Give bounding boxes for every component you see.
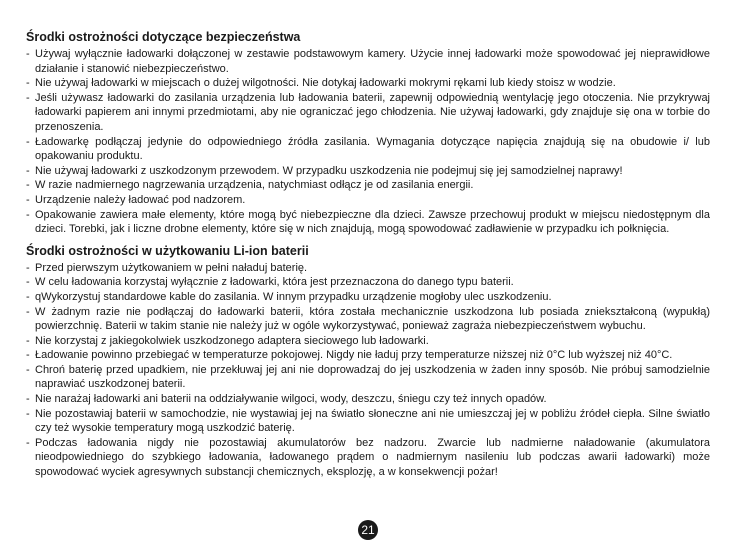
battery-list [26,261,710,480]
list-item: - Przed pierwszym użytkowaniem w pełni naładuj baterię. [26,261,710,276]
list-item: - Chroń baterię przed upadkiem, nie przekłuwaj jej ani nie doprowadzaj do jej uszkodzenia w żaden inny sposób. Nie próbuj samodzielnie naprawiać uszkodzonej baterii. [26,363,710,392]
document-page [26,29,710,480]
list-item: - Ładowarkę podłączaj jedynie do odpowiedniego źródła zasilania. Wymagania dotyczące napięcia znajdują się na obudowie i/ lub opakowaniu produktu. [26,135,710,164]
list-item: - Jeśli używasz ładowarki do zasilania urządzenia lub ładowania baterii, zapewnij odpowiednią wentylację jego otoczenia. Nie przykrywaj ładowarki papierem ani innymi przedmiotami, aby nie ograniczać jego chłodzenia. Nie używaj ładowarki, gdy znajduje się ona w torbie do przenoszenia. [26,91,710,135]
list-item: - Nie korzystaj z jakiegokolwiek uszkodzonego adaptera sieciowego lub ładowarki. [26,334,710,349]
list-item: - Nie pozostawiaj baterii w samochodzie, nie wystawiaj jej na światło słoneczne ani nie umieszczaj jej w pobliżu źródeł ciepła. Silne światło czy też wysokie temperatury mogą uszkodzić baterię. [26,407,710,436]
list-item: - Podczas ładowania nigdy nie pozostawiaj akumulatorów bez nadzoru. Zwarcie lub nadmierne naładowanie (akumulatora nieodpowiedniego do szybkiego ładowania, ładowanego prądem o nadmiernym nasileniu lub podczas awarii ładowarki) może spowodować wyciek agresywnych substancji chemicznych, eksplozję, a w konsekwencji pożar! [26,436,710,480]
list-item: - qWykorzystuj standardowe kable do zasilania. W innym przypadku urządzenie mogłoby ulec uszkodzeniu. [26,290,710,305]
list-item: - Urządzenie należy ładować pod nadzorem. [26,193,710,208]
list-item: - Nie narażaj ładowarki ani baterii na oddziaływanie wilgoci, wody, deszczu, śniegu czy też innych opadów. [26,392,710,407]
list-item: - W razie nadmiernego nagrzewania urządzenia, natychmiast odłącz je od zasilania energii. [26,178,710,193]
list-item: - W celu ładowania korzystaj wyłącznie z ładowarki, która jest przeznaczona do danego typu baterii. [26,275,710,290]
list-item: - Nie używaj ładowarki z uszkodzonym przewodem. W przypadku uszkodzenia nie podejmuj się jej samodzielnej naprawy! [26,164,710,179]
page-number-badge: 21 [358,520,378,540]
list-item: - Opakowanie zawiera małe elementy, które mogą być niebezpieczne dla dzieci. Zawsze przechowuj produkt w miejscu niedostępnym dla dzieci. Torebki, jak i liczne drobne elementy, które się w nich znajdują, mogą spowodować zadławienie w przypadku ich połknięcia. [26,208,710,237]
list-item: - Nie używaj ładowarki w miejscach o dużej wilgotności. Nie dotykaj ładowarki mokrymi rękami lub kiedy stoisz w wodzie. [26,76,710,91]
safety-list [26,47,710,237]
battery-section-title: Środki ostrożności w użytkowaniu Li-ion baterii [26,243,309,258]
list-item: - Ładowanie powinno przebiegać w temperaturze pokojowej. Nigdy nie ładuj przy temperaturze niższej niż 0°C lub wyższej niż 40°C. [26,348,710,363]
safety-section-title: Środki ostrożności dotyczące bezpieczeństwa [26,30,301,44]
list-item: - W żadnym razie nie podłączaj do ładowarki baterii, która została mechanicznie uszkodzona lub posiada zniekształconą (wypukłą) powierzchnię. Baterii w takim stanie nie należy już w ogóle wykorzystywać, ponieważ zagraża niebezpieczeństwem wybuchu. [26,305,710,334]
list-item: - Używaj wyłącznie ładowarki dołączonej w zestawie podstawowym kamery. Użycie innej ładowarki może spowodować jej nieprawidłowe działanie i stanowić niebezpieczeństwo. [26,47,710,76]
